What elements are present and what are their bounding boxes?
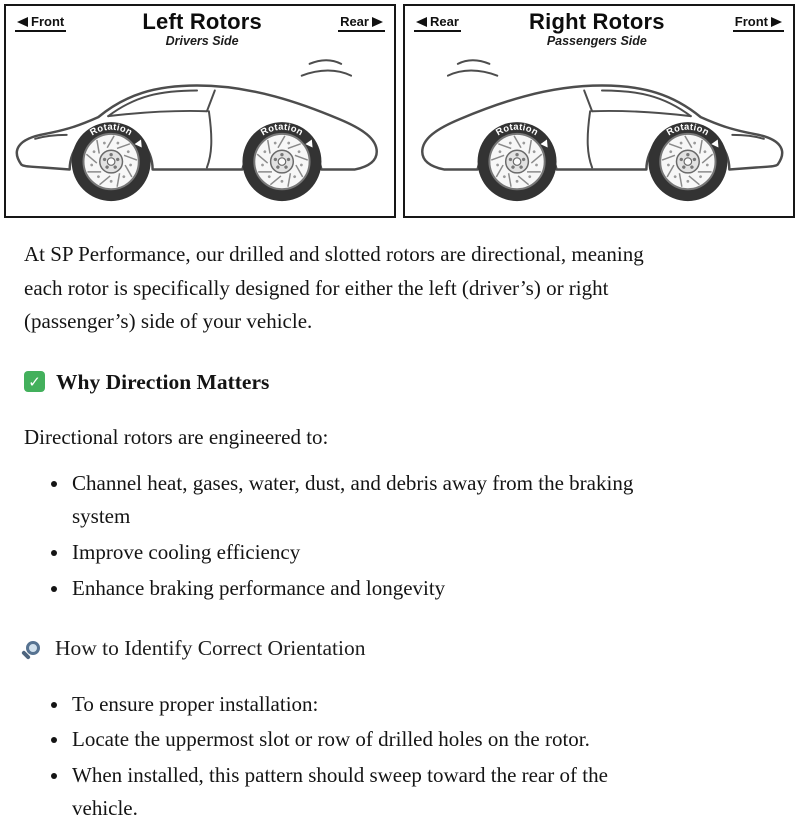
right-arrow-icon bbox=[771, 17, 782, 27]
installation-list bbox=[24, 688, 676, 826]
article-content bbox=[0, 218, 800, 838]
direction-label-text: Front bbox=[31, 14, 65, 29]
list-item: • Enhance braking performance and longevity bbox=[70, 572, 676, 606]
panel-title-block bbox=[142, 10, 262, 48]
car-body bbox=[17, 60, 377, 201]
panel-title-block bbox=[529, 10, 665, 48]
heading-text: How to Identify Correct Orientation bbox=[55, 636, 366, 661]
intro-paragraph: At SP Performance, our drilled and slotted rotors are directional, meaning each rotor is specifically designed for either the left (driver’s) or right (passenger’s) side of your vehicle. bbox=[24, 242, 644, 334]
rotation-label: Rotation bbox=[494, 121, 541, 138]
list-item: • To ensure proper installation: bbox=[70, 688, 676, 722]
how-to-identify-heading bbox=[24, 631, 764, 665]
direction-label-text: Rear bbox=[430, 14, 459, 29]
list-item: • When installed, this pattern should sweep toward the rear of the vehicle. bbox=[70, 759, 676, 826]
panel-subtitle: Passengers Side bbox=[546, 34, 647, 49]
car-side-illustration-right bbox=[405, 50, 793, 206]
left-arrow-icon bbox=[416, 17, 427, 27]
panel-title: Right Rotors bbox=[529, 9, 665, 34]
panel-subtitle: Drivers Side bbox=[165, 34, 239, 49]
list-item: • Improve cooling efficiency bbox=[70, 536, 676, 570]
panel-title: Left Rotors bbox=[142, 9, 262, 34]
why-direction-matters-heading bbox=[24, 365, 764, 399]
rotor-orientation-diagram bbox=[0, 0, 800, 218]
direction-label-text: Rear bbox=[340, 14, 369, 29]
front-direction-label bbox=[15, 14, 66, 32]
rear-direction-label bbox=[414, 14, 461, 32]
left-panel-header bbox=[6, 6, 394, 48]
direction-label-text: Front bbox=[734, 14, 768, 29]
front-direction-label bbox=[733, 14, 784, 32]
rotation-label: Rotation bbox=[258, 121, 306, 138]
benefits-list bbox=[24, 467, 676, 605]
left-rotors-panel bbox=[4, 4, 396, 218]
check-icon bbox=[24, 371, 45, 392]
magnifier-icon bbox=[26, 641, 40, 655]
heading-text: Why Direction Matters bbox=[56, 369, 270, 394]
rotation-label: Rotation bbox=[664, 121, 711, 138]
car-body-mirrored bbox=[422, 60, 782, 201]
rear-direction-label bbox=[338, 14, 385, 32]
car-side-illustration-left bbox=[6, 50, 394, 206]
left-arrow-icon bbox=[17, 17, 28, 27]
engineered-lead: Directional rotors are engineered to: bbox=[24, 425, 329, 450]
list-item: • Locate the uppermost slot or row of drilled holes on the rotor. bbox=[70, 723, 676, 757]
right-panel-header bbox=[405, 6, 793, 48]
right-rotors-panel bbox=[403, 4, 795, 218]
right-arrow-icon bbox=[372, 17, 383, 27]
list-item: • Channel heat, gases, water, dust, and debris away from the braking system bbox=[70, 467, 676, 534]
rotation-label: Rotation bbox=[88, 121, 135, 138]
